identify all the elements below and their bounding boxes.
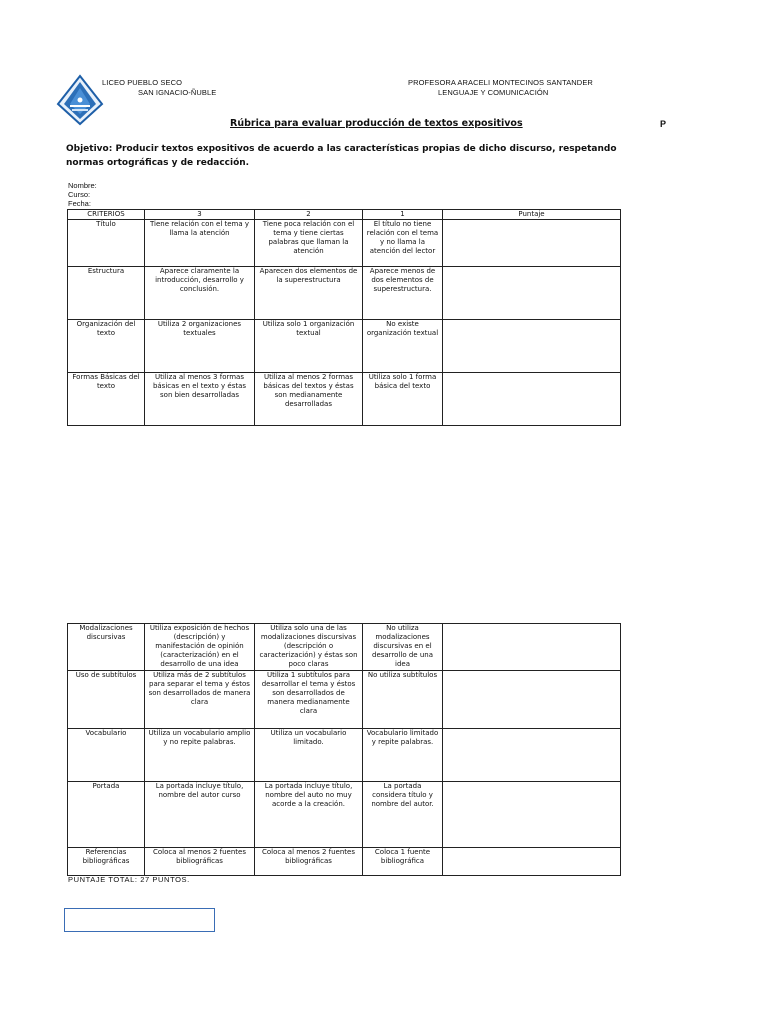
level-1-cell: No existe organización textual <box>363 320 443 373</box>
total-score: PUNTAJE TOTAL: 27 PUNTOS. <box>68 875 190 884</box>
score-cell[interactable] <box>443 624 621 671</box>
level-1-cell: No utiliza subtítulos <box>363 671 443 729</box>
score-cell[interactable] <box>443 848 621 876</box>
level-2-cell: Utiliza solo 1 organización textual <box>255 320 363 373</box>
level-2-cell: Utiliza solo una de las modalizaciones discursivas (descripción o caracterización) y éstas son poco claras <box>255 624 363 671</box>
header-puntaje: Puntaje <box>443 210 621 220</box>
criterion-cell: Vocabulario <box>68 729 145 782</box>
level-2-cell: La portada incluye título, nombre del auto no muy acorde a la creación. <box>255 782 363 848</box>
level-2-cell: Utiliza al menos 2 formas básicas del textos y éstas son medianamente desarrolladas <box>255 373 363 426</box>
rubric-table-2 <box>67 623 621 876</box>
level-3-cell: Tiene relación con el tema y llama la atención <box>145 220 255 267</box>
level-1-cell: Utiliza solo 1 forma básica del texto <box>363 373 443 426</box>
table-row <box>68 373 621 426</box>
table-row <box>68 320 621 373</box>
table-header-row <box>68 210 621 220</box>
level-1-cell: Vocabulario limitado y repite palabras. <box>363 729 443 782</box>
table-row <box>68 267 621 320</box>
school-location: SAN IGNACIO-ÑUBLE <box>138 88 217 97</box>
table-row <box>68 624 621 671</box>
score-cell[interactable] <box>443 671 621 729</box>
criterion-cell: Formas Básicas del texto <box>68 373 145 426</box>
score-cell[interactable] <box>443 320 621 373</box>
table-row <box>68 782 621 848</box>
level-3-cell: Utiliza 2 organizaciones textuales <box>145 320 255 373</box>
level-2-cell: Aparecen dos elementos de la superestructura <box>255 267 363 320</box>
criterion-cell: Título <box>68 220 145 267</box>
header-score-1: 1 <box>363 210 443 220</box>
criterion-cell: Estructura <box>68 267 145 320</box>
score-cell[interactable] <box>443 373 621 426</box>
level-3-cell: Utiliza al menos 3 formas básicas en el texto y éstas son bien desarrolladas <box>145 373 255 426</box>
level-1-cell: Aparece menos de dos elementos de superestructura. <box>363 267 443 320</box>
level-3-cell: Utiliza exposición de hechos (descripción) y manifestación de opinión (caracterización) en el desarrollo de una idea <box>145 624 255 671</box>
score-cell[interactable] <box>443 267 621 320</box>
page-title: Rúbrica para evaluar producción de textos expositivos <box>230 118 523 129</box>
school-name: LICEO PUEBLO SECO <box>102 78 183 87</box>
score-cell[interactable] <box>443 729 621 782</box>
header-score-2: 2 <box>255 210 363 220</box>
level-1-cell: La portada considera título y nombre del autor. <box>363 782 443 848</box>
subject-name: LENGUAJE Y COMUNICACIÓN <box>438 88 549 97</box>
level-3-cell: Utiliza más de 2 subtítulos para separar el tema y éstos son desarrollados de manera clara <box>145 671 255 729</box>
teacher-name: PROFESORA ARACELI MONTECINOS SANTANDER <box>408 78 593 87</box>
criterion-cell: Referencias bibliográficas <box>68 848 145 876</box>
level-1-cell: No utiliza modalizaciones discursivas en el desarrollo de una idea <box>363 624 443 671</box>
header-criterios: CRITERIOS <box>68 210 145 220</box>
course-label: Curso: <box>68 190 91 199</box>
level-2-cell: Coloca al menos 2 fuentes bibliográficas <box>255 848 363 876</box>
level-3-cell: Coloca al menos 2 fuentes bibliográficas <box>145 848 255 876</box>
level-2-cell: Utiliza 1 subtítulos para desarrollar el tema y éstos son desarrollados de manera medianamente clara <box>255 671 363 729</box>
level-3-cell: Aparece claramente la introducción, desarrollo y conclusión. <box>145 267 255 320</box>
level-1-cell: El título no tiene relación con el tema y no llama la atención del lector <box>363 220 443 267</box>
table-row <box>68 729 621 782</box>
criterion-cell: Modalizaciones discursivas <box>68 624 145 671</box>
criterion-cell: Organización del texto <box>68 320 145 373</box>
header-score-3: 3 <box>145 210 255 220</box>
rubric-table-1 <box>67 209 621 426</box>
table-row <box>68 220 621 267</box>
page-mark: P <box>660 119 667 129</box>
date-label: Fecha: <box>68 199 91 208</box>
criterion-cell: Uso de subtítulos <box>68 671 145 729</box>
objective-text: Objetivo: Producir textos expositivos de acuerdo a las características propias de dicho discurso, respetando normas ortográficas y de redacción. <box>66 144 617 168</box>
level-1-cell: Coloca 1 fuente bibliográfica <box>363 848 443 876</box>
table-row <box>68 848 621 876</box>
level-3-cell: Utiliza un vocabulario amplio y no repite palabras. <box>145 729 255 782</box>
score-cell[interactable] <box>443 220 621 267</box>
level-2-cell: Tiene poca relación con el tema y tiene ciertas palabras que llaman la atención <box>255 220 363 267</box>
score-cell[interactable] <box>443 782 621 848</box>
criterion-cell: Portada <box>68 782 145 848</box>
table-row <box>68 671 621 729</box>
name-label: Nombre: <box>68 181 97 190</box>
signature-box[interactable] <box>64 908 215 932</box>
level-2-cell: Utiliza un vocabulario limitado. <box>255 729 363 782</box>
level-3-cell: La portada incluye título, nombre del autor curso <box>145 782 255 848</box>
school-crest-icon <box>56 74 104 126</box>
